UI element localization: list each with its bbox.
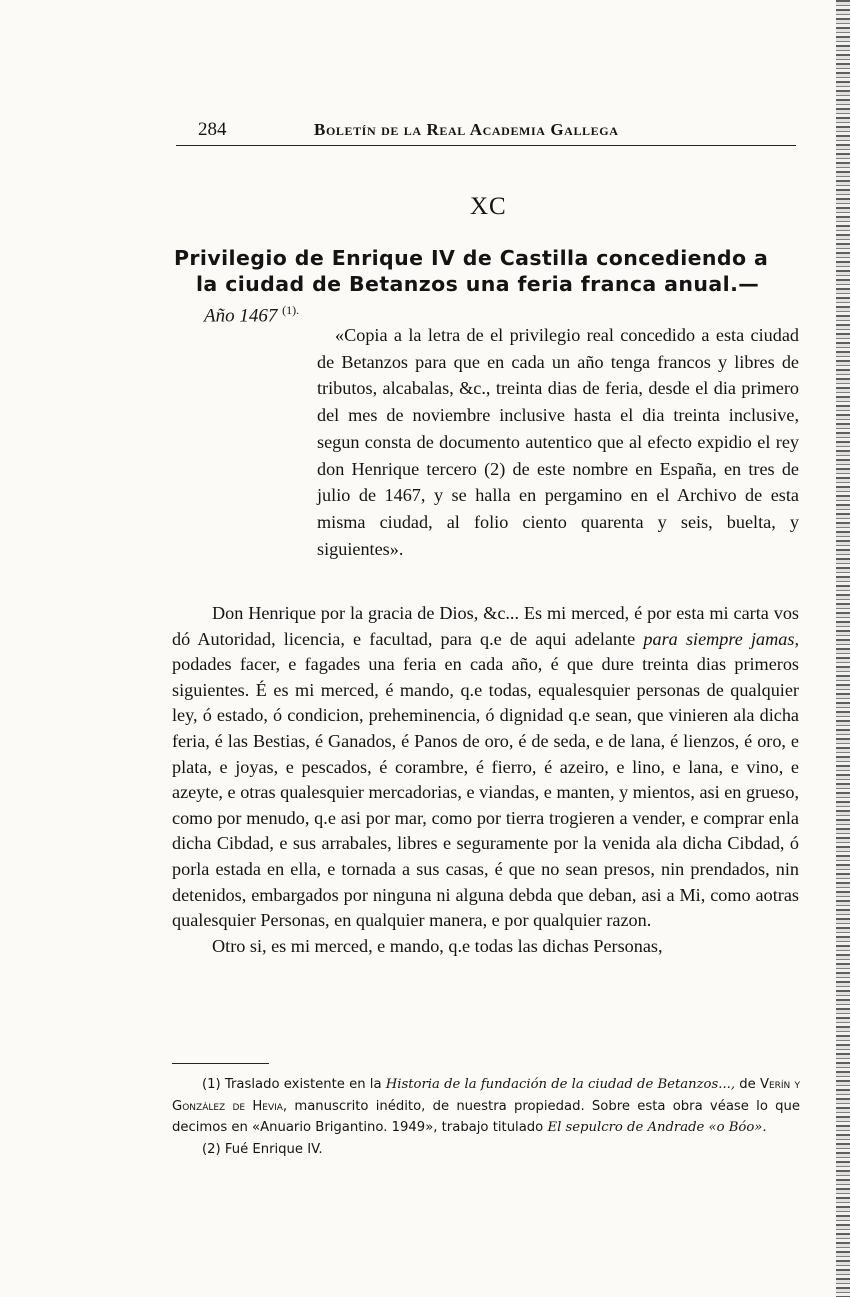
main-text xyxy=(172,601,799,959)
introductory-quote xyxy=(317,322,799,562)
p1-italic: para siempre jamas, xyxy=(643,628,800,649)
footnote-ref-1: (1). xyxy=(282,303,300,317)
fn1-part-a: (1) Traslado existente en la xyxy=(202,1077,386,1092)
document-title xyxy=(174,245,802,329)
fn1-part-b: de xyxy=(735,1077,760,1092)
section-number: XC xyxy=(470,193,507,220)
running-header xyxy=(176,115,796,146)
footnote-2: (2) Fué Enrique IV. xyxy=(202,1141,323,1157)
page-number: 284 xyxy=(198,119,227,140)
scan-edge xyxy=(836,0,850,1297)
quote-text: «Copia a la letra de el privilegio real concedido a esta ciudad de Betanzos para que en cada un año tenga francos y libres de tributos, alcabalas, &c., treinta dias de feria, desde el dia primero del mes de noviembre inclusive hasta el dia treinta inclusive, segun consta de documento autentico que al efecto expidio el rey don Henrique tercero (2) de este nombre en España, en tres de julio de 1467, y se halla en pergamino en el Archivo de esta misma ciudad, al folio ciento quarenta y seis, buelta, y siguientes». xyxy=(317,325,799,559)
title-line-2: la ciudad de Betanzos una feria franca anual.— xyxy=(196,272,760,296)
title-line-1: Privilegio de Enrique IV de Castilla concediendo a xyxy=(174,246,769,270)
p1-part-b: podades facer, e fagades una feria en cada año, é que dure treinta dias primeros siguientes. É es mi merced, é mando, q.e todas, equalesquier personas de qualquier ley, ó estado, ó condicion, preheminencia, ó dignidad q.e sean, que vinieren ala dicha feria, é las Bestias, é Ganados, é Panos de oro, é de seda, e de lana, é lienzos, é oro, e plata, e joyas, e pescados, é corambre, é fierro, é azeiro, e lino, e lana, e vino, e azeyte, e otras qualesquier mercadorias, e viandas, e manten, y mientos, asi en grueso, como por menudo, q.e asi por mar, como por tierra trogieren a vender, e comprar enla dicha Cibdad, e sus arrabales, libres e seguramente por la venida ala dicha Cibdad, ó porla estada en ella, e tornada a sus casas, é que no sean presos, nin prendados, nin detenidos, embargados por ninguna ni alguna debda que deban, asi a Mi, como aotras qualesquier Personas, en qualquier manera, e por qualquier razon. xyxy=(172,654,799,931)
fn1-italic-work: El sepulcro de Andrade «o Bóo». xyxy=(547,1120,767,1135)
fn1-authors: Verín y González de Hevia, xyxy=(172,1077,800,1114)
footnote-1 xyxy=(172,1074,800,1139)
fn1-italic-title: Historia de la fundación de la ciudad de Betanzos..., xyxy=(385,1077,736,1092)
running-title: Boletín de la Real Academia Gallega xyxy=(314,120,619,139)
paragraph-1 xyxy=(172,601,799,934)
footnotes xyxy=(172,1074,800,1160)
paragraph-2: Otro si, es mi merced, e mando, q.e todas las dichas Personas, xyxy=(212,935,663,956)
p1-part-a: Don Henrique por la gracia de Dios, &c... Es mi merced, é por esta mi carta vos dó Autoridad, licencia, e facultad, para q.e de aqui adelante xyxy=(172,603,799,649)
footnote-divider xyxy=(172,1063,269,1064)
year-text: Año 1467 xyxy=(204,305,278,327)
fn1-part-c: manuscrito inédito, de nuestra propiedad. Sobre esta obra véase lo que decimos en «Anuario Brigantino. 1949», trabajo titulado xyxy=(172,1098,800,1135)
